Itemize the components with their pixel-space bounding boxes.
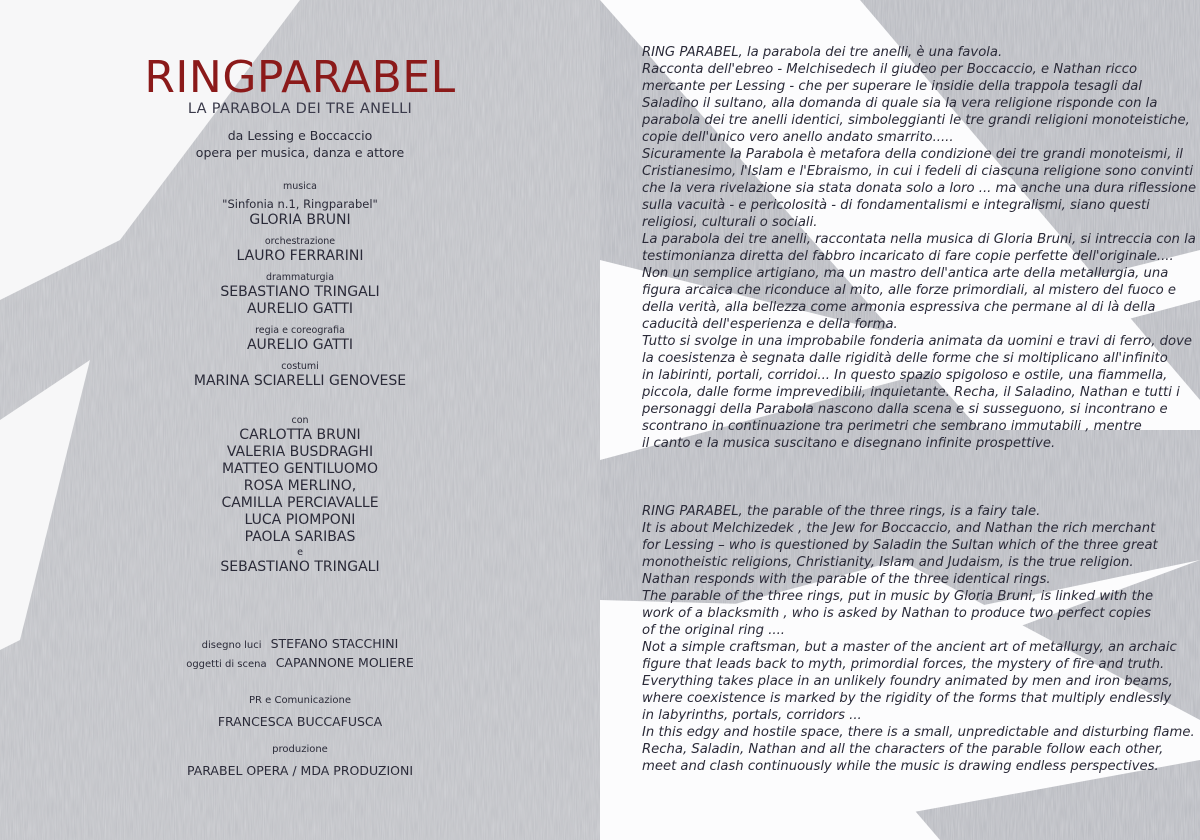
credit-role-produzione: produzione	[272, 744, 328, 755]
page-title: RINGPARABEL	[144, 52, 456, 103]
cast-member: SEBASTIANO TRINGALI	[220, 559, 380, 575]
synopsis-line: Not a simple craftsman, but a master of the ancient art of metallurgy, an archaic	[642, 640, 1177, 655]
synopsis-line: figure that leads back to myth, primordial forces, the mystery of fire and truth.	[642, 657, 1165, 672]
synopsis-line: Non un semplice artigiano, ma un mastro dell'antica arte della metallurgia, una	[642, 266, 1169, 281]
synopsis-line: scontrano in continuazione tra perimetri che sembrano immutabili , mentre	[642, 419, 1142, 434]
synopsis-line: religiosi, culturali o sociali.	[642, 215, 818, 230]
credit-role-oggetti: oggetti di scena	[186, 659, 267, 670]
credit-name-produzione: PARABEL OPERA / MDA PRODUZIONI	[186, 763, 414, 778]
cast-member: CARLOTTA BRUNI	[239, 427, 361, 443]
credit-produzione	[0, 743, 600, 779]
synopsis-line: It is about Melchizedek , the Jew for Boccaccio, and Nathan the rich merchant	[642, 521, 1156, 536]
credit-role-pr: PR e Comunicazione	[248, 695, 352, 706]
credit-role-musica: musica	[283, 181, 317, 192]
synopsis-line: copie dell'unico vero anello andato smarrito.....	[642, 130, 954, 145]
synopsis-line: RING PARABEL, la parabola dei tre anelli, è una favola.	[642, 45, 1003, 60]
credit-role-orchestrazione: orchestrazione	[264, 236, 336, 247]
synopsis-line: In this edgy and hostile space, there is a small, unpredictable and disturbing flame.	[642, 725, 1195, 740]
synopsis-line: Nathan responds with the parable of the three identical rings.	[642, 572, 1051, 587]
synopsis-line: Recha, Saladin, Nathan and all the characters of the parable follow each other,	[642, 742, 1164, 757]
english-synopsis	[642, 503, 1195, 775]
credit-pr	[0, 694, 600, 730]
right-page	[600, 0, 1200, 840]
credit-name-luci: STEFANO STACCHINI	[270, 636, 399, 651]
cast-member: PAOLA SARIBAS	[244, 529, 356, 545]
credit-work: "Sinfonia n.1, Ringparabel"	[222, 197, 378, 211]
synopsis-line: Sicuramente la Parabola è metafora della condizione dei tre grandi monoteismi, il	[642, 147, 1183, 162]
synopsis-line: sulla vacuità - e pericolosità - di fondamentalismi e integralismi, siano questi	[642, 198, 1150, 213]
synopsis-line: meet and clash continuously while the music is drawing endless perspectives.	[642, 759, 1159, 774]
synopsis-line: Cristianesimo, l'Islam e l'Ebraismo, in cui i fedeli di ciascuna religione sono convinti	[642, 164, 1194, 179]
synopsis-line: personaggi della Parabola nascono dalla scena e si susseguono, si incontrano e	[642, 402, 1168, 417]
cast-member: LUCA PIOMPONI	[244, 512, 356, 528]
credit-role-cast: con	[291, 415, 309, 426]
credit-name-drammaturgia: AURELIO GATTI	[246, 301, 354, 317]
synopsis-line: RING PARABEL, the parable of the three rings, is a fairy tale.	[642, 504, 1041, 519]
synopsis-line: figura arcaica che riconduce al mito, alle forze primordiali, al mistero del fuoco e	[642, 283, 1177, 298]
synopsis-line: in labyrinths, portals, corridors ...	[642, 708, 862, 723]
synopsis-line: piccola, dalle forme imprevedibili, inquietante. Recha, il Saladino, Nathan e tutti i	[642, 385, 1180, 400]
credit-role-costumi: costumi	[281, 361, 319, 372]
credit-name-drammaturgia: SEBASTIANO TRINGALI	[220, 284, 380, 300]
synopsis-line: Tutto si svolge in una improbabile fonderia animata da uomini e travi di ferro, dove	[642, 334, 1192, 349]
synopsis-line: testimonianza diretta del fabbro incaricato di fare copie perfette dell'originale....	[642, 249, 1174, 264]
cast-conjunction: e	[297, 547, 303, 558]
synopsis-line: che la vera rivelazione sia stata donata solo a loro ... ma anche una dura riflessione	[642, 181, 1197, 196]
cast-member: VALERIA BUSDRAGHI	[226, 444, 374, 460]
synopsis-line: Racconta dell'ebreo - Melchisedech il giudeo per Boccaccio, e Nathan ricco	[642, 62, 1138, 77]
credit-oggetti	[0, 652, 600, 671]
source-line: opera per musica, danza e attore	[195, 145, 405, 160]
page-subtitle: LA PARABOLA DEI TRE ANELLI	[187, 101, 413, 117]
synopsis-line: for Lessing – who is questioned by Saladin the Sultan which of the three great	[642, 538, 1158, 553]
synopsis-line: work of a blacksmith , who is asked by Nathan to produce two perfect copies	[642, 606, 1152, 621]
synopsis-line: caducità dell'esperienza e della forma.	[642, 317, 898, 332]
synopsis-line: of the original ring ....	[642, 623, 785, 638]
synopsis-line: parabola dei tre anelli identici, simboleggianti le tre grandi religioni monoteistiche,	[642, 113, 1190, 128]
synopsis-line: where coexistence is marked by the rigidity of the forms that multiply endlessly	[642, 691, 1172, 706]
synopsis-line: Everything takes place in an unlikely foundry animated by men and iron beams,	[642, 674, 1173, 689]
synopsis-line: The parable of the three rings, put in music by Gloria Bruni, is linked with the	[642, 589, 1154, 604]
credit-name-oggetti: CAPANNONE MOLIERE	[275, 655, 414, 670]
credit-name-regia: AURELIO GATTI	[246, 337, 354, 353]
synopsis-line: in labirinti, portali, corridoi... In questo spazio spigoloso e ostile, una fiammella,	[642, 368, 1168, 383]
italian-synopsis	[642, 44, 1197, 452]
synopsis-line: il canto e la musica suscitano e disegnano infinite prospettive.	[642, 436, 1056, 451]
synopsis-line: monotheistic religions, Christianity, Islam and Judaism, is the true religion.	[642, 555, 1134, 570]
cast-member: MATTEO GENTILUOMO	[221, 461, 379, 477]
synopsis-line: Saladino il sultano, alla domanda di quale sia la vera religione risponde con la	[642, 96, 1158, 111]
cast-member: ROSA MERLINO,	[243, 478, 357, 494]
synopsis-line: della verità, alla bellezza come armonia espressiva che permane al di là della	[642, 300, 1156, 315]
credit-luci	[0, 633, 600, 652]
credit-role-drammaturgia: drammaturgia	[265, 272, 335, 283]
synopsis-line: mercante per Lessing - che per superare le insidie della trappola tesagli dal	[642, 79, 1142, 94]
source-line: da Lessing e Boccaccio	[227, 128, 373, 143]
synopsis-line: La parabola dei tre anelli, raccontata nella musica di Gloria Bruni, si intreccia con la	[642, 232, 1196, 247]
cast-member: CAMILLA PERCIAVALLE	[221, 495, 379, 511]
credits-block	[0, 180, 600, 576]
credit-role-regia: regia e coreografia	[255, 325, 345, 336]
credit-name-orchestrazione: LAURO FERRARINI	[236, 248, 364, 264]
credit-name-musica: GLORIA BRUNI	[249, 212, 351, 228]
sources-block	[0, 127, 600, 161]
credit-name-pr: FRANCESCA BUCCAFUSCA	[217, 714, 383, 729]
credit-role-luci: disegno luci	[201, 640, 262, 651]
credit-name-costumi: MARINA SCIARELLI GENOVESE	[193, 373, 407, 389]
synopsis-line: la coesistenza è segnata dalle rigidità delle forme che si moltiplicano all'infinito	[642, 351, 1168, 366]
